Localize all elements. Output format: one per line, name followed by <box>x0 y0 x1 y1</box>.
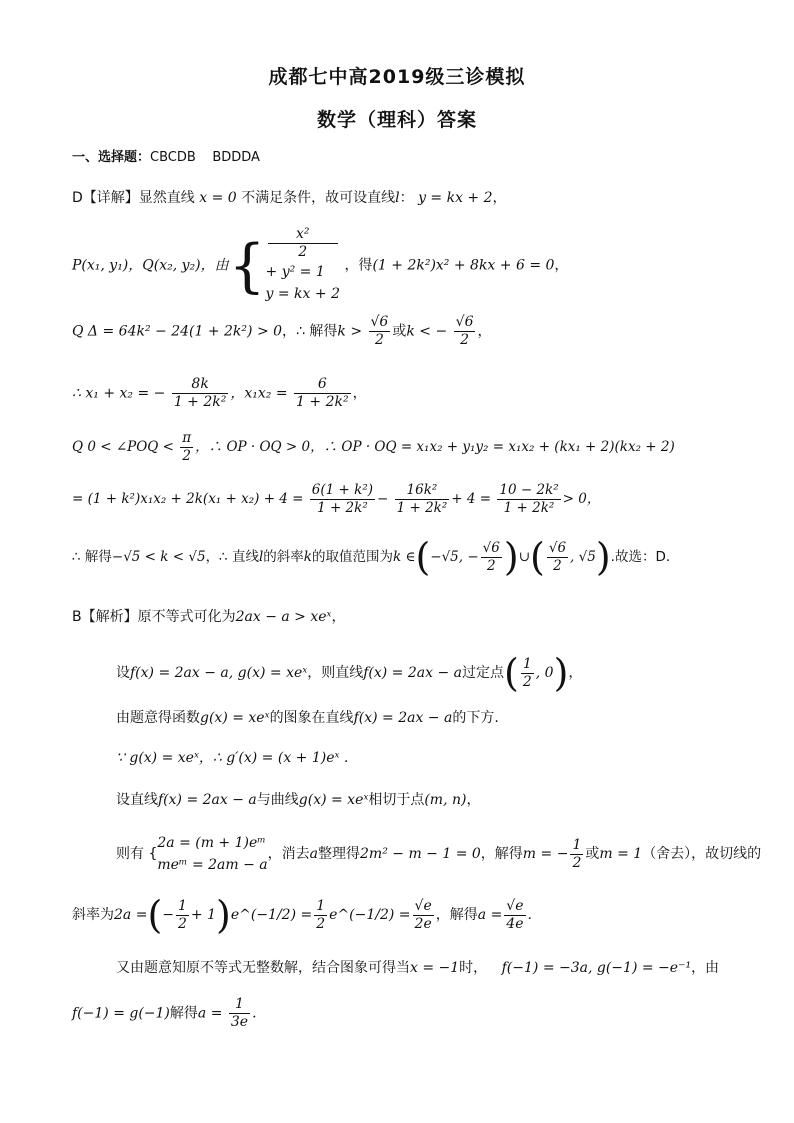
q2-line-4 <box>116 748 348 768</box>
paren-right: ) <box>216 893 231 937</box>
text: 又由题意知原不等式无整数解，结合图象可得当 <box>116 960 410 976</box>
frac-num: √e <box>506 897 524 914</box>
math: f(x) = 2ax − a, g(x) = xeˣ <box>130 665 308 681</box>
q2-line-9 <box>72 996 257 1031</box>
text: ， <box>352 385 367 402</box>
math: g(x) = xeˣ <box>298 792 369 808</box>
math: y = kx + 2 <box>265 286 340 302</box>
text: ， <box>477 323 492 340</box>
frac-num: 1 <box>316 897 326 914</box>
math: m = 1 <box>599 846 643 862</box>
text: ， <box>331 609 346 625</box>
frac-num: 1 <box>522 655 532 672</box>
math: −√5, − <box>430 549 479 565</box>
frac-num: 10 − 2k² <box>499 482 559 498</box>
text: 解得 <box>169 1005 198 1022</box>
frac-den: 2 <box>178 915 187 932</box>
text: ，∴ 直线 <box>205 549 259 565</box>
math: + 4 = <box>451 491 492 507</box>
math: f(−1) = g(−1) <box>72 1005 170 1022</box>
paren-right: ) <box>595 535 611 579</box>
math: > 0， <box>562 491 601 507</box>
frac-num: 1 <box>572 836 582 853</box>
text: 不满足条件，故可设直线 <box>241 190 396 206</box>
text: 过定点 <box>462 665 504 681</box>
paren-right: ) <box>503 535 519 579</box>
frac-den: 2 <box>486 557 496 574</box>
math: k > <box>337 323 363 340</box>
q2-line-2 <box>116 651 583 695</box>
section-label: 一、选择题： <box>72 150 151 165</box>
text: ，消去 <box>267 846 310 862</box>
text: ： <box>399 190 414 206</box>
q1-line-6 <box>72 482 600 517</box>
paren-left: ( <box>504 651 519 695</box>
frac-num: 16k² <box>395 482 450 500</box>
frac-den: 2e <box>414 915 432 932</box>
section-choice <box>72 148 260 168</box>
text: 相切于点 <box>368 792 425 808</box>
text: 由题意得函数 <box>116 710 200 726</box>
text: 的取值范围为 <box>311 549 393 565</box>
math: 2a = (m + 1)eᵐ <box>157 835 266 851</box>
math: f(x) = 2ax − a <box>363 665 462 681</box>
math: 2a = <box>114 907 148 923</box>
text: ， <box>554 257 569 274</box>
text: 整理得 <box>318 846 361 862</box>
frac-den: 1 + 2k² <box>173 394 227 410</box>
math: g(x) = xeˣ <box>200 710 270 726</box>
math: (1 + 2k²)x² + 8kx + 6 = 0 <box>372 257 555 274</box>
math: f(x) = 2ax − a <box>353 710 453 726</box>
q1-line-7 <box>72 535 671 579</box>
math: − <box>377 491 389 507</box>
math: ∵ g(x) = xeˣ，∴ g′(x) = (x + 1)eˣ . <box>116 750 349 766</box>
text: 的图象在直线 <box>269 710 354 726</box>
q1-line-5 <box>72 430 675 465</box>
math: e^(−1/2) = <box>230 907 313 923</box>
math: ∪ <box>518 549 531 565</box>
q1-line-1 <box>72 188 507 208</box>
frac-den: 2 <box>572 854 582 871</box>
frac-den: 1 + 2k² <box>503 500 555 516</box>
frac-num: π <box>182 430 192 446</box>
math: y = kx + 2 <box>418 190 493 206</box>
equation-system <box>157 832 267 876</box>
math: x = 0 <box>199 190 237 206</box>
frac-num: 6(1 + k²) <box>311 482 373 498</box>
math: + 1 <box>190 907 217 923</box>
frac-num: √e <box>414 897 432 914</box>
q2-line-7 <box>72 893 532 937</box>
math: , 0 <box>535 665 554 681</box>
text: ，解得 <box>435 907 478 923</box>
math: . <box>252 1005 257 1022</box>
text: 或 <box>392 323 407 340</box>
math: a <box>309 846 319 862</box>
text: 原不等式可化为 <box>137 609 236 625</box>
math: e^(−1/2) = <box>329 907 411 923</box>
math: l <box>395 190 400 206</box>
math: Q Δ = 64k² − 24(1 + 2k²) > 0 <box>72 323 283 340</box>
equation-system <box>266 226 340 305</box>
paren-right: ) <box>553 651 569 695</box>
text: 的下方. <box>452 710 499 726</box>
frac-num: x² <box>268 226 338 244</box>
math: 2ax − a > xeˣ <box>235 609 332 625</box>
frac-den: 2 <box>553 557 562 574</box>
text: 显然直线 <box>138 190 195 206</box>
text: .故选：D. <box>610 549 671 565</box>
math: f(−1) = −3a, g(−1) = −e⁻¹ <box>501 960 692 976</box>
paren-left: ( <box>415 535 431 579</box>
text: ，由 <box>691 960 720 976</box>
math: ∴ x₁ + x₂ = − <box>72 385 166 402</box>
paren-left: ( <box>530 535 545 579</box>
frac-num: 8k <box>172 376 229 394</box>
text: ∴ 解得 <box>72 549 112 565</box>
frac-den: 2 <box>460 332 470 348</box>
text: 与曲线 <box>256 792 299 808</box>
text: ，则直线 <box>307 665 364 681</box>
q1-tag: D【详解】 <box>72 190 139 206</box>
math: a = <box>477 907 503 923</box>
math: ，∴ OP · OQ > 0，∴ OP · OQ = x₁x₂ + y₁y₂ = x₁x₂ + (kx₁ + 2)(kx₂ + 2) <box>195 439 675 455</box>
q2-line-1 <box>72 607 346 627</box>
frac-den: 4e <box>506 915 524 932</box>
q1-line-2 <box>72 226 568 305</box>
frac-num: 1 <box>229 996 250 1014</box>
text: ， <box>568 665 583 681</box>
q2-line-8 <box>116 958 719 978</box>
frac-num: √6 <box>548 539 567 556</box>
math: (m, n) <box>424 792 467 808</box>
math: 2m² − m − 1 = 0 <box>360 846 481 862</box>
frac-den: 2 <box>522 673 532 690</box>
text: 时， <box>459 960 488 976</box>
frac-den: 2 <box>182 448 192 464</box>
q1-line-3 <box>72 314 491 349</box>
math: + y² = 1 <box>265 264 325 280</box>
paren-left: ( <box>147 893 163 937</box>
math: l <box>258 549 264 565</box>
frac-den: 2 <box>298 244 308 260</box>
text: 设 <box>116 665 130 681</box>
q2-line-6 <box>116 832 761 876</box>
choice-answers: CBCDB BDDDA <box>150 150 260 165</box>
frac-num: 6 <box>294 376 351 394</box>
text: 则有 { <box>116 846 158 862</box>
frac-num: √6 <box>482 539 500 556</box>
math: x = −1 <box>410 960 460 976</box>
math: Q 0 < ∠POQ < <box>72 439 174 455</box>
brace: { <box>228 231 266 300</box>
frac-den: 2 <box>374 332 384 348</box>
math: k < − <box>406 323 448 340</box>
math: k ∈ <box>392 549 416 565</box>
q1-line-4 <box>72 376 367 411</box>
text: ，∴ 解得 <box>282 323 338 340</box>
text: （舍去），故切线的 <box>642 846 762 862</box>
frac-den: 1 + 2k² <box>396 500 448 516</box>
text: 设直线 <box>116 792 158 808</box>
frac-den: 2 <box>316 915 326 932</box>
math: = (1 + k²)x₁x₂ + 2k(x₁ + x₂) + 4 = <box>72 491 304 507</box>
math: − <box>162 907 174 923</box>
text: 斜率为 <box>72 907 114 923</box>
text: 的斜率 <box>263 549 304 565</box>
frac-den: 1 + 2k² <box>296 394 349 410</box>
q2-line-5 <box>116 790 480 810</box>
text: ， <box>466 792 481 808</box>
math: ，x₁x₂ = <box>230 385 288 402</box>
text: ，解得 <box>480 846 523 862</box>
math: . <box>527 907 532 923</box>
frac-num: √6 <box>370 314 389 330</box>
math: , √5 <box>570 549 596 565</box>
q2-line-3 <box>116 708 499 728</box>
math: meᵐ = 2am − a <box>157 857 268 873</box>
page-title: 成都七中高2019级三诊模拟 <box>268 66 526 88</box>
text: ，得 <box>344 257 373 274</box>
text: ， <box>492 190 507 206</box>
frac-num: √6 <box>455 314 474 330</box>
text: 或 <box>585 846 600 862</box>
math: f(x) = 2ax − a <box>158 792 257 808</box>
math: −√5 < k < √5 <box>111 549 206 565</box>
frac-den: 1 + 2k² <box>317 500 368 516</box>
math: P(x₁, y₁)，Q(x₂, y₂)，由 <box>72 257 229 274</box>
frac-num: 1 <box>178 897 187 914</box>
math: m = − <box>522 846 569 862</box>
math: a = <box>197 1005 223 1022</box>
q2-tag: B【解析】 <box>72 609 138 625</box>
frac-den: 3e <box>230 1014 249 1030</box>
page-subtitle: 数学（理科）答案 <box>316 109 477 131</box>
math: k <box>303 549 312 565</box>
